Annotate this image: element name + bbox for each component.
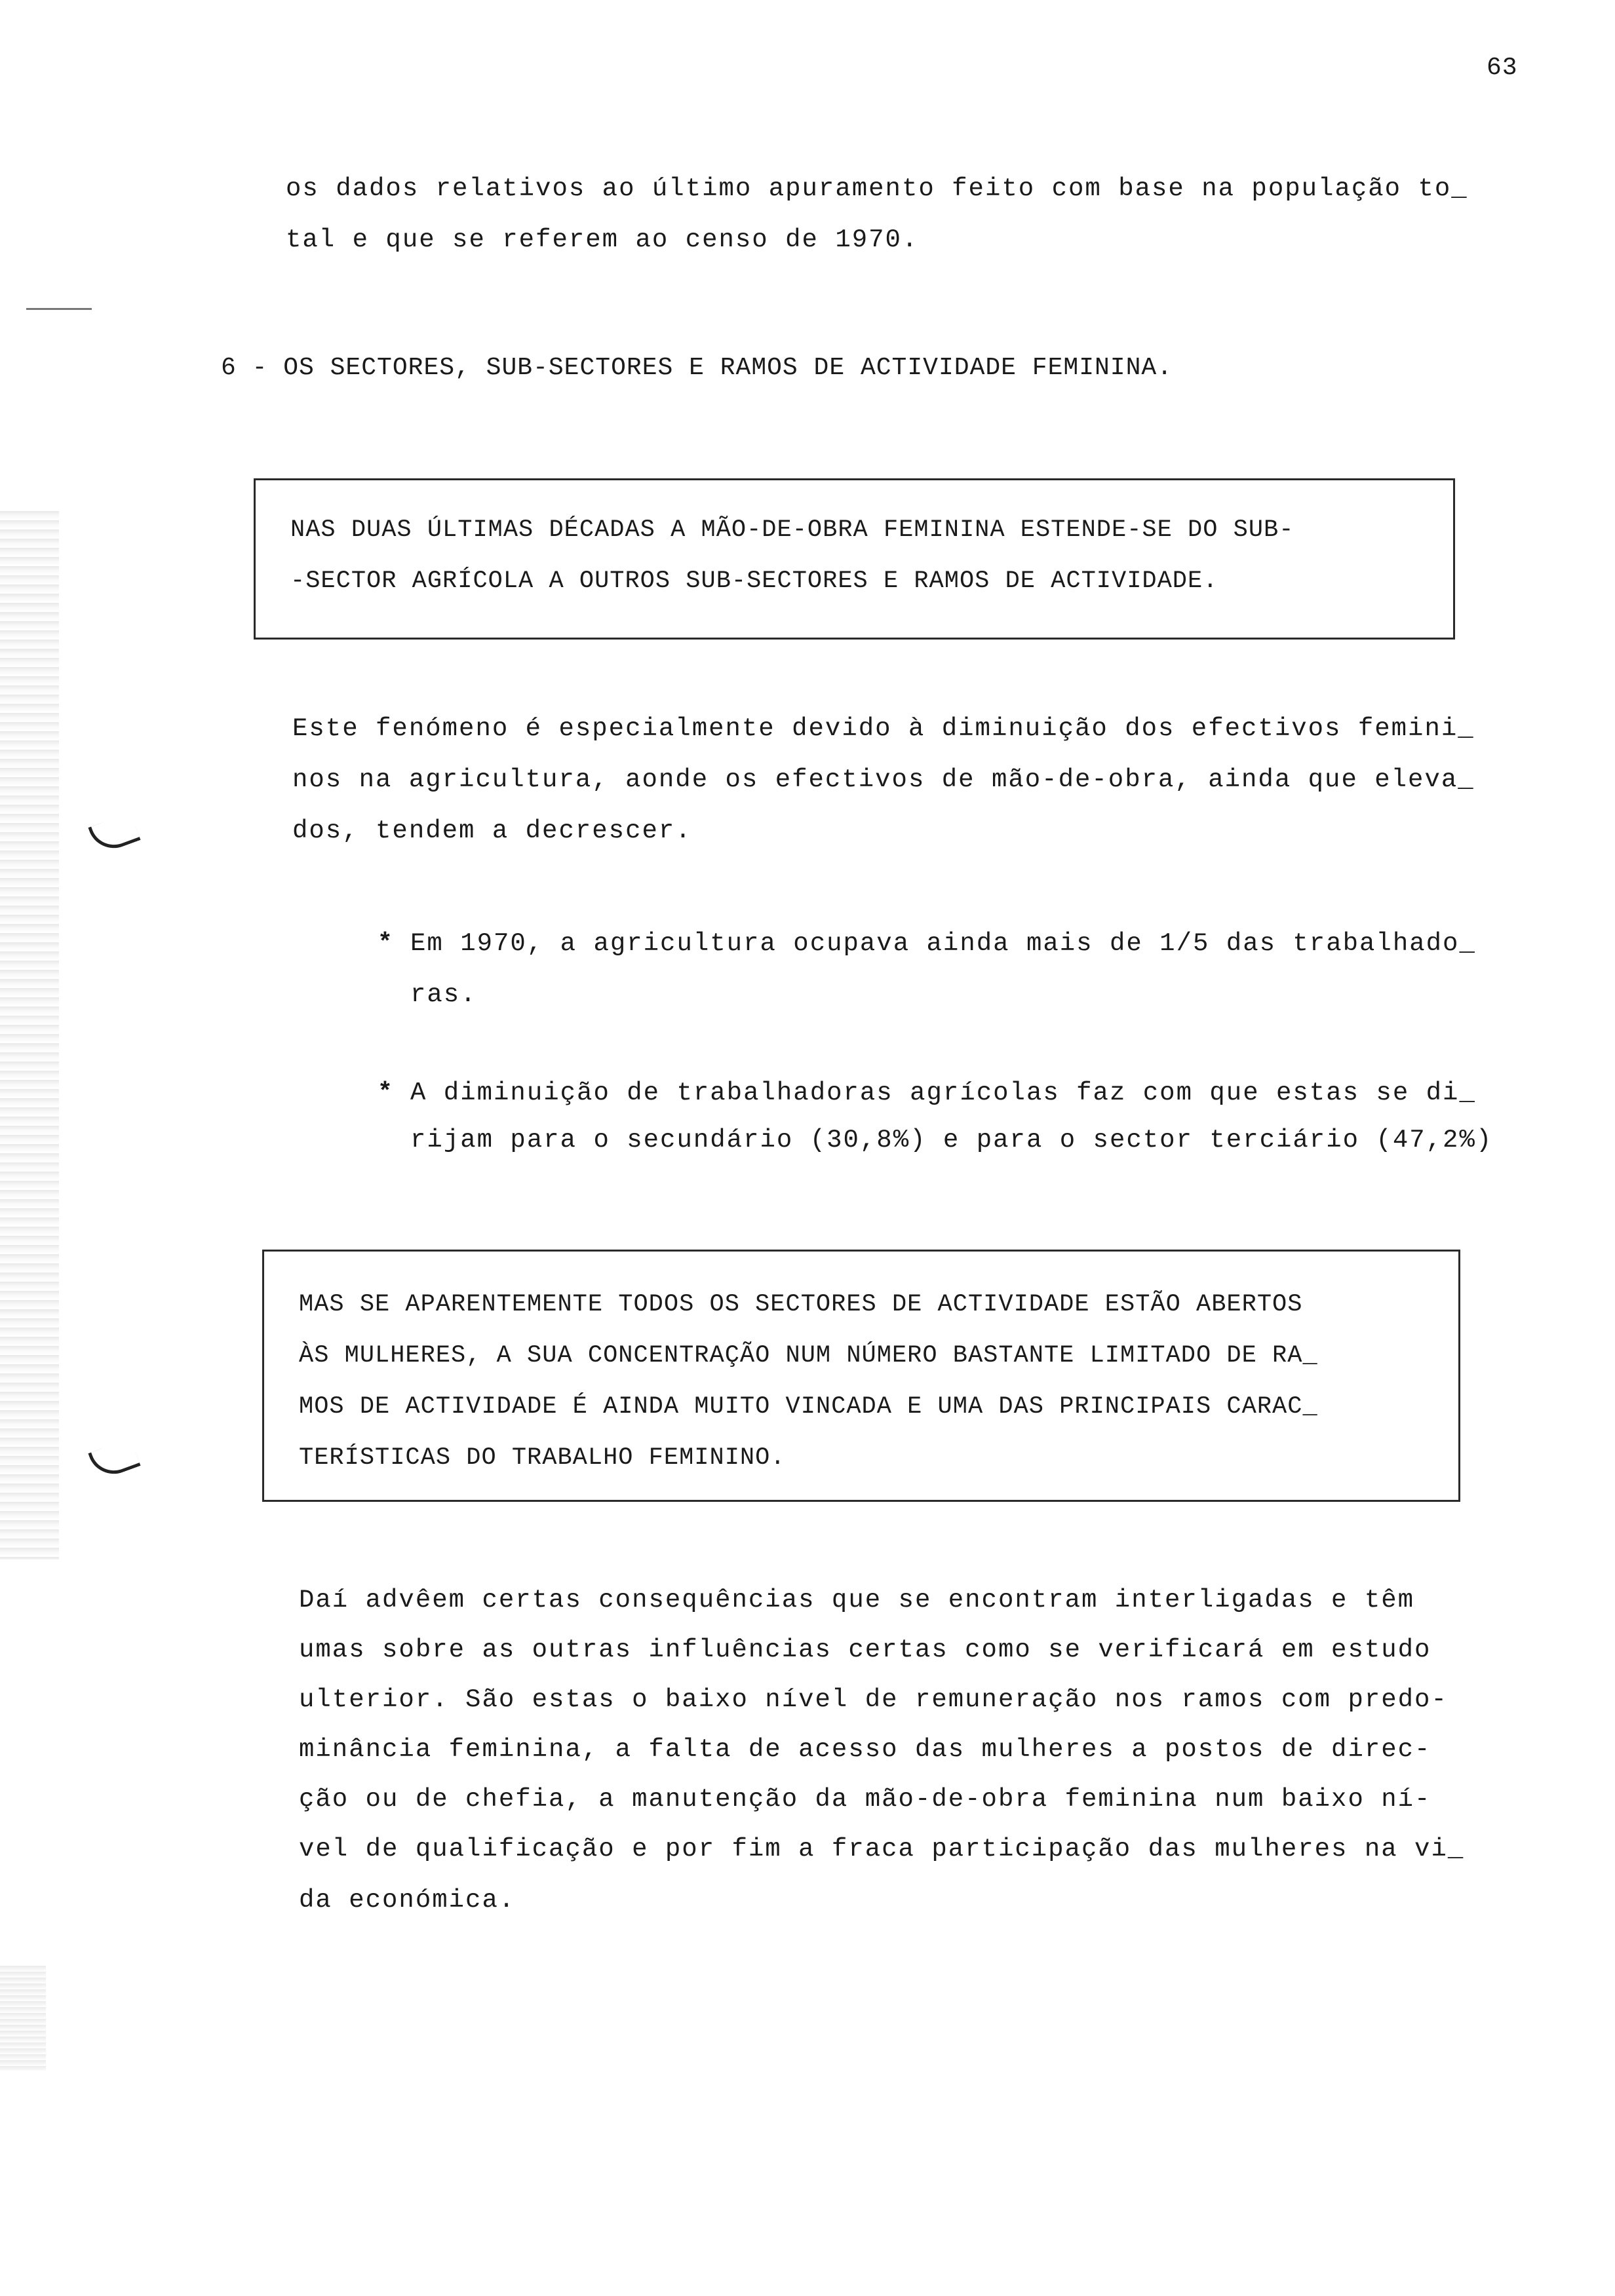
box2-line-2: ÀS MULHERES, A SUA CONCENTRAÇÃO NUM NÚMERO BASTANTE LIMITADO DE RA_ — [299, 1342, 1318, 1369]
box2-line-1: MAS SE APARENTEMENTE TODOS OS SECTORES DE ACTIVIDADE ESTÃO ABERTOS — [299, 1291, 1303, 1318]
para2-line-7: da económica. — [299, 1886, 516, 1915]
box2-line-3: MOS DE ACTIVIDADE É AINDA MUITO VINCADA E UMA DAS PRINCIPAIS CARAC_ — [299, 1393, 1318, 1421]
bullet1-line-2: ras. — [410, 980, 477, 1009]
scan-artifact — [26, 308, 92, 310]
intro-line-2 — [286, 225, 918, 254]
scan-noise-left-lower — [0, 1966, 46, 2071]
binding-mark-icon — [88, 813, 140, 856]
scan-noise-left — [0, 511, 59, 1559]
para1-line-1: Este fenómeno é especialmente devido à diminuição dos efectivos femini_ — [292, 714, 1475, 743]
highlight-box-1 — [254, 478, 1455, 640]
box1-line-1: NAS DUAS ÚLTIMAS DÉCADAS A MÃO-DE-OBRA FEMININA ESTENDE-SE DO SUB- — [290, 516, 1294, 544]
para2-line-3: ulterior. São estas o baixo nível de remuneração nos ramos com predo- — [299, 1685, 1448, 1714]
para2-line-6: vel de qualificação e por fim a fraca participação das mulheres na vi_ — [299, 1835, 1465, 1864]
bullet-mark-2: * — [378, 1079, 393, 1107]
para2-line-4: minância feminina, a falta de acesso das mulheres a postos de direc- — [299, 1735, 1431, 1764]
intro-line-1 — [286, 174, 1468, 203]
para2-line-5: ção ou de chefia, a manutenção da mão-de-obra feminina num baixo ní- — [299, 1785, 1431, 1814]
bullet2-line-1: A diminuição de trabalhadoras agrícolas faz com que estas se di_ — [410, 1079, 1476, 1107]
para2-line-2: umas sobre as outras influências certas como se verificará em estudo — [299, 1636, 1431, 1664]
para1-line-2: nos na agricultura, aonde os efectivos de mão-de-obra, ainda que eleva_ — [292, 765, 1475, 794]
bullet2-line-2: rijam para o secundário (30,8%) e para o sector terciário (47,2%) — [410, 1126, 1493, 1155]
binding-mark-icon — [88, 1438, 140, 1482]
intro-text-2: tal e que se referem ao censo de 1970. — [286, 225, 919, 254]
page-number: 63 — [1487, 54, 1518, 82]
intro-text-1: os dados relativos ao último apuramento feito com base na população to_ — [286, 174, 1468, 203]
bullet-mark-1: * — [378, 929, 393, 957]
box1-line-2: -SECTOR AGRÍCOLA A OUTROS SUB-SECTORES E RAMOS DE ACTIVIDADE. — [290, 567, 1218, 595]
box2-line-4: TERÍSTICAS DO TRABALHO FEMININO. — [299, 1444, 786, 1472]
section-heading: 6 - OS SECTORES, SUB-SECTORES E RAMOS DE ACTIVIDADE FEMININA. — [221, 354, 1173, 382]
bullet1-line-1: Em 1970, a agricultura ocupava ainda mais de 1/5 das trabalhado_ — [410, 929, 1476, 958]
para1-line-3: dos, tendem a decrescer. — [292, 816, 692, 845]
para2-line-1: Daí advêem certas consequências que se encontram interligadas e têm — [299, 1586, 1415, 1615]
